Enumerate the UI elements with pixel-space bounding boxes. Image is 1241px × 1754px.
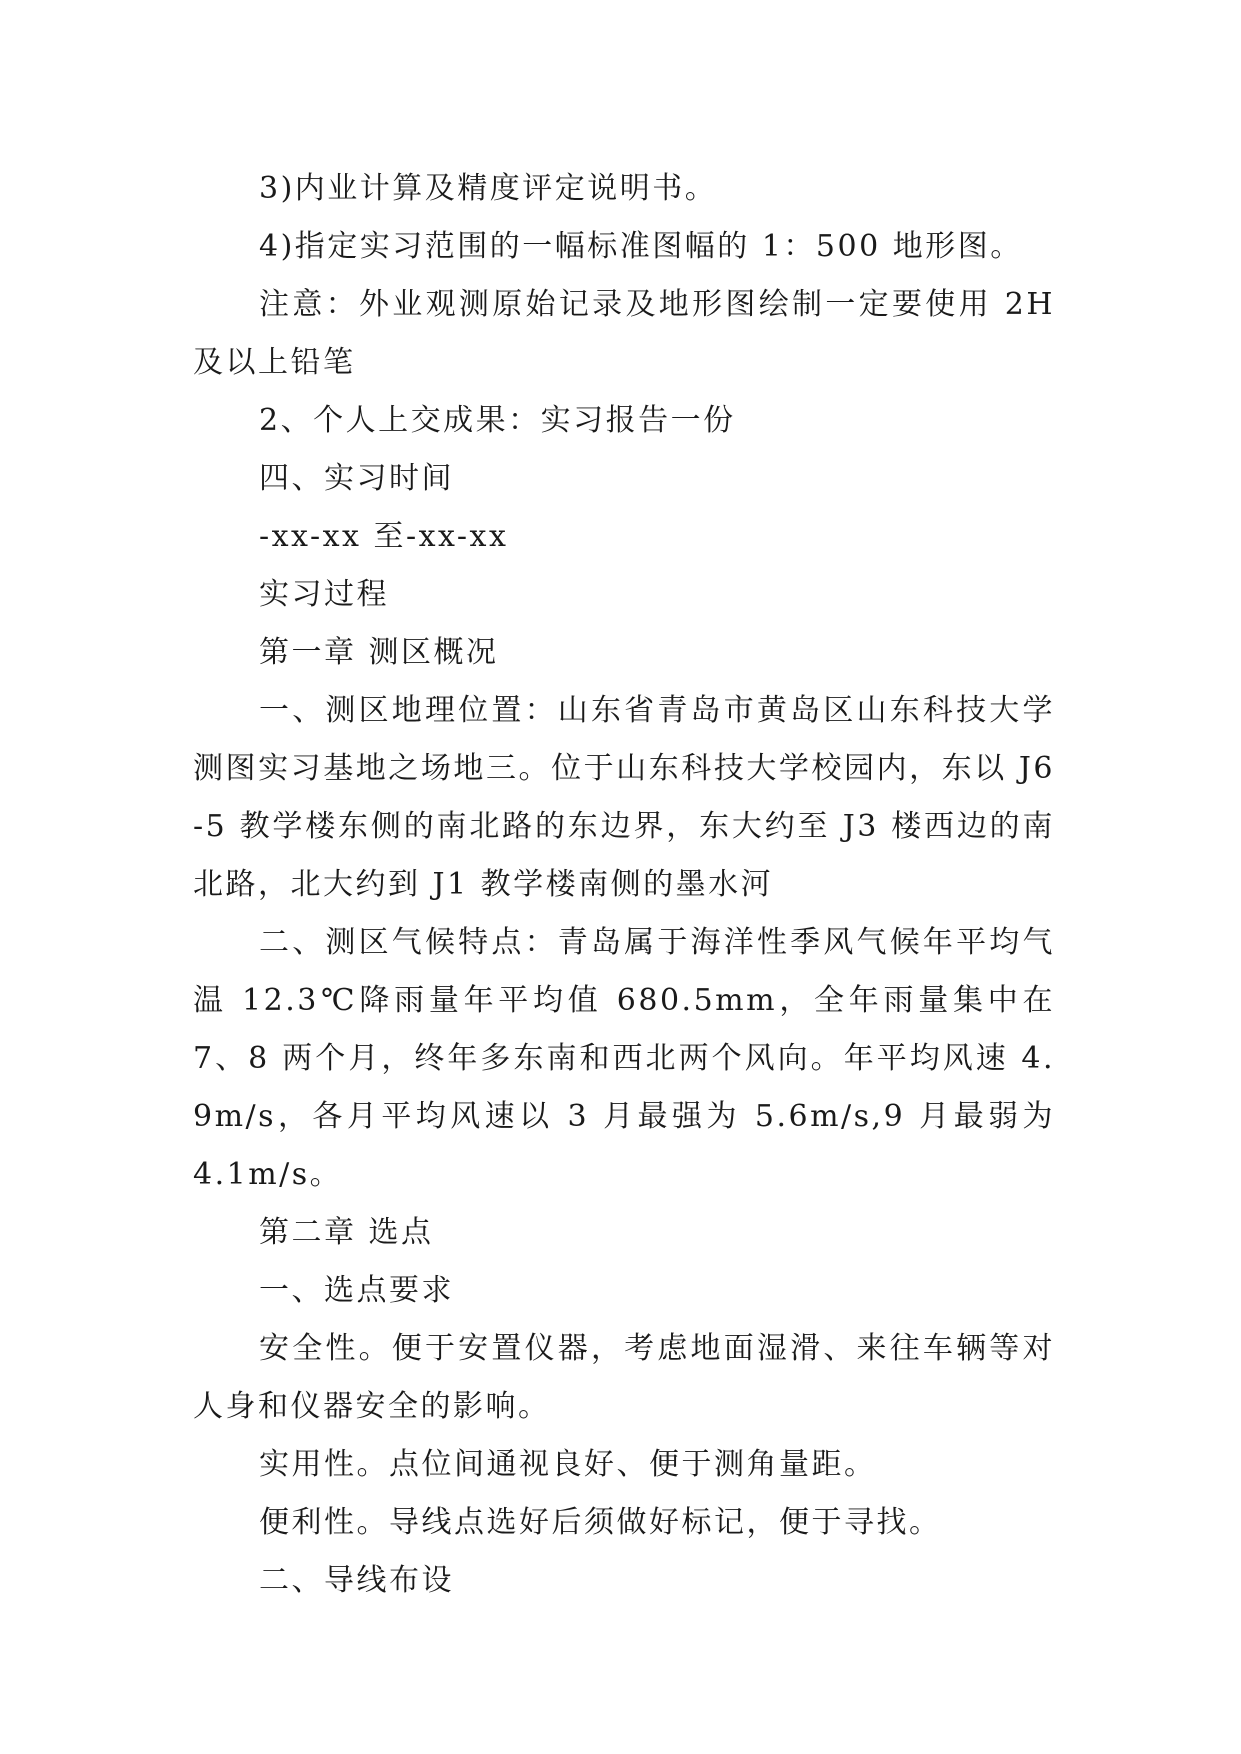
document-body [193, 160, 1055, 1610]
paragraph-climate: 二、测区气候特点：青岛属于海洋性季风气候年平均气温 12.3℃降雨量年平均值 680.5mm，全年雨量集中在 7、8 两个月，终年多东南和西北两个风向。年平均风速 4.9m/s，各月平均风速以 3 月最强为 5.6m/s,9 月最弱为 4.1m/s。 [193, 925, 1055, 1192]
paragraph-item-3: 3)内业计算及精度评定说明书。 [259, 171, 718, 206]
heading-practice-time: 四、实习时间 [259, 461, 454, 496]
paragraph-item-4: 4)指定实习范围的一幅标准图幅的 1：500 地形图。 [259, 229, 1023, 264]
paragraph-pencil-note: 注意：外业观测原始记录及地形图绘制一定要使用 2H 及以上铅笔 [193, 287, 1055, 380]
heading-traverse-layout: 二、导线布设 [259, 1563, 454, 1598]
paragraph-practicality: 实用性。点位间通视良好、便于测角量距。 [259, 1447, 877, 1482]
paragraph-personal-results: 2、个人上交成果：实习报告一份 [259, 403, 736, 438]
heading-chapter-1: 第一章 测区概况 [259, 635, 499, 670]
paragraph-safety: 安全性。便于安置仪器，考虑地面湿滑、来往车辆等对人身和仪器安全的影响。 [193, 1331, 1055, 1424]
paragraph-convenience: 便利性。导线点选好后须做好标记，便于寻找。 [259, 1505, 942, 1540]
paragraph-date-range: -xx-xx 至-xx-xx [259, 519, 509, 554]
heading-chapter-2: 第二章 选点 [259, 1215, 434, 1250]
heading-point-requirements: 一、选点要求 [259, 1273, 454, 1308]
heading-practice-process: 实习过程 [259, 577, 389, 612]
paragraph-geographic-location: 一、测区地理位置：山东省青岛市黄岛区山东科技大学测图实习基地之场地三。位于山东科技大学校园内，东以 J6-5 教学楼东侧的南北路的东边界，东大约至 J3 楼西边的南北路，北大约到 J1 教学楼南侧的墨水河 [193, 693, 1055, 902]
